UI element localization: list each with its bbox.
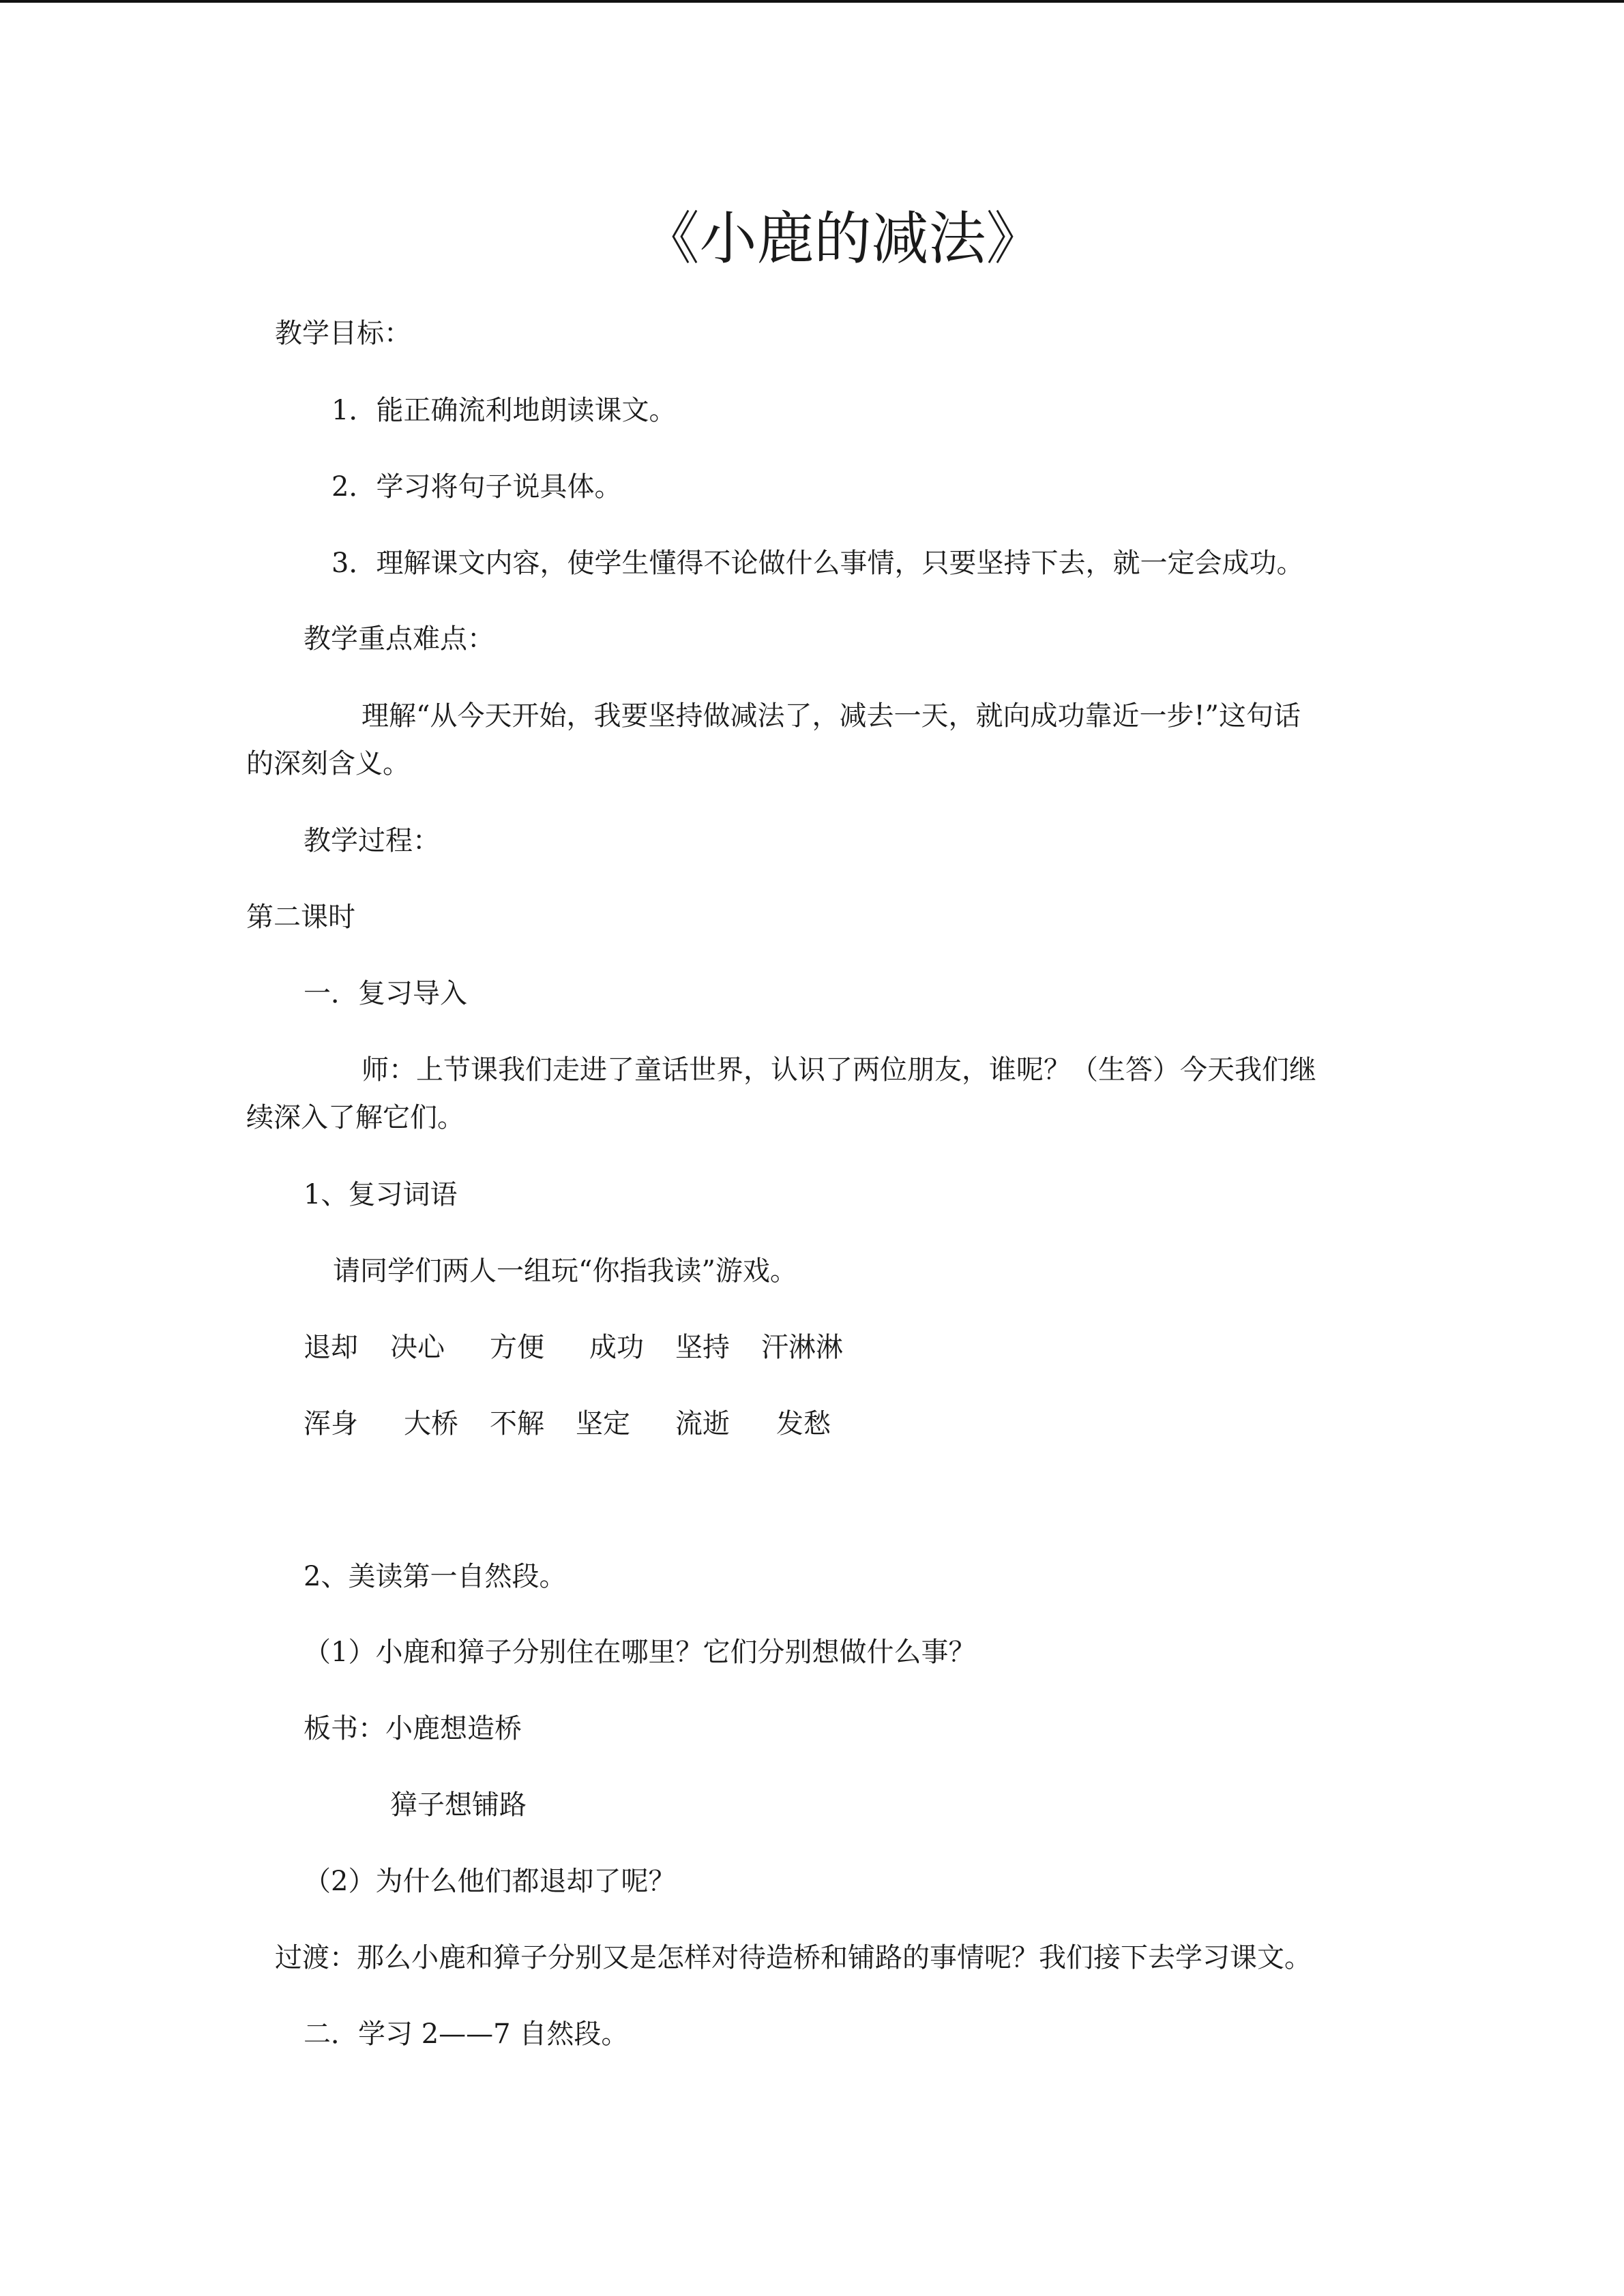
- section-2-heading: 二．学习 2——7 自然段。: [304, 2018, 629, 2050]
- vocab-word: 决心: [390, 1332, 445, 1363]
- question-2: （2）为什么他们都退却了呢？: [304, 1866, 676, 1897]
- vocab-word: 不解: [490, 1408, 544, 1440]
- vocab-word: 坚持: [675, 1332, 730, 1363]
- board-writing-line-2: 獐子想铺路: [390, 1789, 527, 1821]
- key-points-heading: 教学重点难点：: [304, 623, 494, 655]
- vocab-row-1: [0, 1331, 1624, 1364]
- page-top-border: [0, 0, 1624, 3]
- objective-item-1: 1．能正确流利地朗读课文。: [331, 395, 677, 426]
- key-points-text-line-2: 的深刻含义。: [246, 748, 410, 779]
- read-paragraph-heading: 2、美读第一自然段。: [304, 1561, 567, 1592]
- teacher-text-line-2: 续深入了解它们。: [246, 1102, 464, 1133]
- teacher-text-line-1: 师：上节课我们走进了童话世界，认识了两位朋友，谁呢？（生答）今天我们继: [361, 1054, 1316, 1086]
- vocab-word: 成功: [589, 1332, 644, 1363]
- vocab-word: 坚定: [576, 1408, 630, 1440]
- vocab-word: 浑身: [304, 1408, 358, 1440]
- objectives-heading: 教学目标：: [275, 318, 411, 349]
- transition-text: 过渡：那么小鹿和獐子分别又是怎样对待造桥和铺路的事情呢？我们接下去学习课文。: [275, 1942, 1312, 1973]
- vocab-row-2: [0, 1407, 1624, 1440]
- question-1: （1）小鹿和獐子分别住在哪里？它们分别想做什么事？: [304, 1637, 976, 1668]
- section-1-heading: 一．复习导入: [304, 978, 467, 1009]
- board-writing-line-1: 板书：小鹿想造桥: [304, 1713, 522, 1744]
- process-heading: 教学过程：: [304, 825, 440, 856]
- vocab-word: 流逝: [675, 1408, 730, 1440]
- vocab-word: 大桥: [404, 1408, 458, 1440]
- key-points-text-line-1: 理解“从今天开始，我要坚持做减法了，减去一天，就向成功靠近一步!”这句话: [361, 700, 1301, 732]
- vocab-word: 方便: [490, 1332, 544, 1363]
- game-instruction: 请同学们两人一组玩“你指我读”游戏。: [333, 1255, 797, 1287]
- objective-item-3: 3．理解课文内容，使学生懂得不论做什么事情，只要坚持下去，就一定会成功。: [331, 548, 1304, 579]
- objective-item-2: 2．学习将句子说具体。: [331, 471, 622, 503]
- document-title: 《小鹿的减法》: [642, 205, 1044, 272]
- vocab-word: 汗淋淋: [761, 1332, 843, 1363]
- review-words-heading: 1、复习词语: [304, 1179, 458, 1210]
- vocab-word: 退却: [304, 1332, 358, 1363]
- lesson-label: 第二课时: [246, 901, 355, 933]
- vocab-word: 发愁: [776, 1408, 831, 1440]
